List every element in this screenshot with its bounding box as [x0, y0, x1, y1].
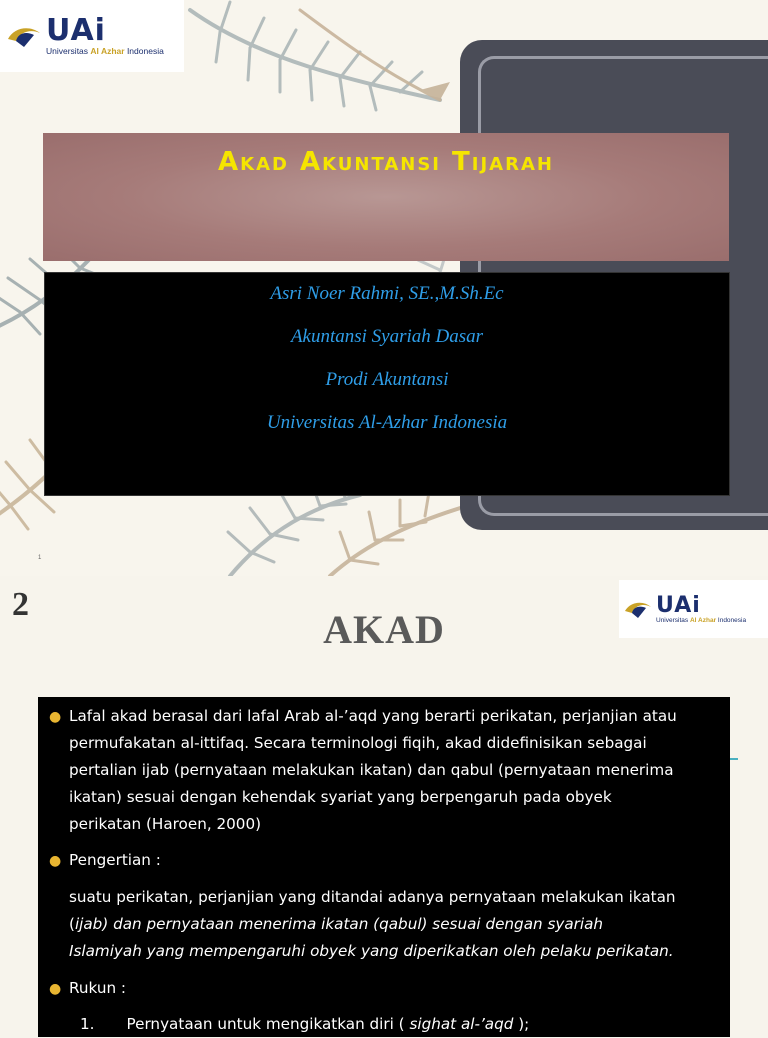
bullet-1-line-2: permufakatan al-ittifaq. Secara terminologi fiqih, akad didefinisikan sebagai [69, 734, 647, 752]
slide-number-1: 1 [38, 555, 42, 561]
title-band [43, 133, 729, 261]
slide-number-2: 2 [12, 586, 29, 623]
course-name: Akuntansi Syariah Dasar [290, 326, 484, 347]
presenter-info-box [44, 272, 730, 496]
bullet-1-line-4: ikatan) sesuai dengan kehendak syariat yang berpengaruh pada obyek [69, 788, 612, 806]
logo-subtitle: Universitas Al Azhar Indonesia [656, 616, 747, 624]
bullet-1-line-3: pertalian ijab (pernyataan melakukan ikatan) dan qabul (pernyataan menerima [69, 761, 674, 779]
bullet-dot-icon: ● [49, 709, 62, 725]
slide-2-title: AKAD [323, 607, 445, 652]
logo-wordmark: UAi [46, 13, 106, 48]
rukun-item-1: 1. Pernyataan untuk mengikatkan diri ( sighat al-’aqd ); [80, 1015, 530, 1033]
bullet-dot-icon: ● [49, 981, 62, 997]
bullet-3-label: Rukun : [69, 979, 127, 997]
logo-subtitle: Universitas Al Azhar Indonesia [46, 46, 164, 56]
definition-line-2: (ijab) dan pernyataan menerima ikatan (qabul) sesuai dengan syariah [69, 915, 604, 933]
uai-logo-small [619, 580, 768, 638]
uai-crescent-icon [622, 597, 654, 621]
bullet-2-label: Pengertian : [69, 851, 161, 869]
logo-wordmark: UAi [656, 592, 701, 618]
slide-title: Akad Akuntansi Tijarah [218, 147, 554, 177]
uai-logo [0, 0, 184, 72]
definition-line-1: suatu perikatan, perjanjian yang ditandai adanya pernyataan melakukan ikatan [69, 888, 676, 906]
bullet-dot-icon: ● [49, 853, 62, 869]
leaf-top [190, 2, 440, 110]
program-name: Prodi Akuntansi [325, 369, 449, 390]
uai-crescent-icon [4, 21, 44, 51]
decorative-dash [730, 758, 738, 760]
akad-content-box [38, 697, 730, 1037]
university-name: Universitas Al-Azhar Indonesia [266, 412, 508, 433]
leaf-bottom-right [330, 492, 470, 576]
definition-line-3: Islamiyah yang mempengaruhi obyek yang diperikatkan oleh pelaku perikatan. [69, 942, 674, 960]
presenter-name: Asri Noer Rahmi, SE.,M.Sh.Ec [270, 283, 504, 304]
bullet-1-line-1: Lafal akad berasal dari lafal Arab al-’aqd yang berarti perikatan, perjanjian atau [69, 707, 677, 725]
bullet-1-line-5: perikatan (Haroen, 2000) [69, 815, 262, 833]
